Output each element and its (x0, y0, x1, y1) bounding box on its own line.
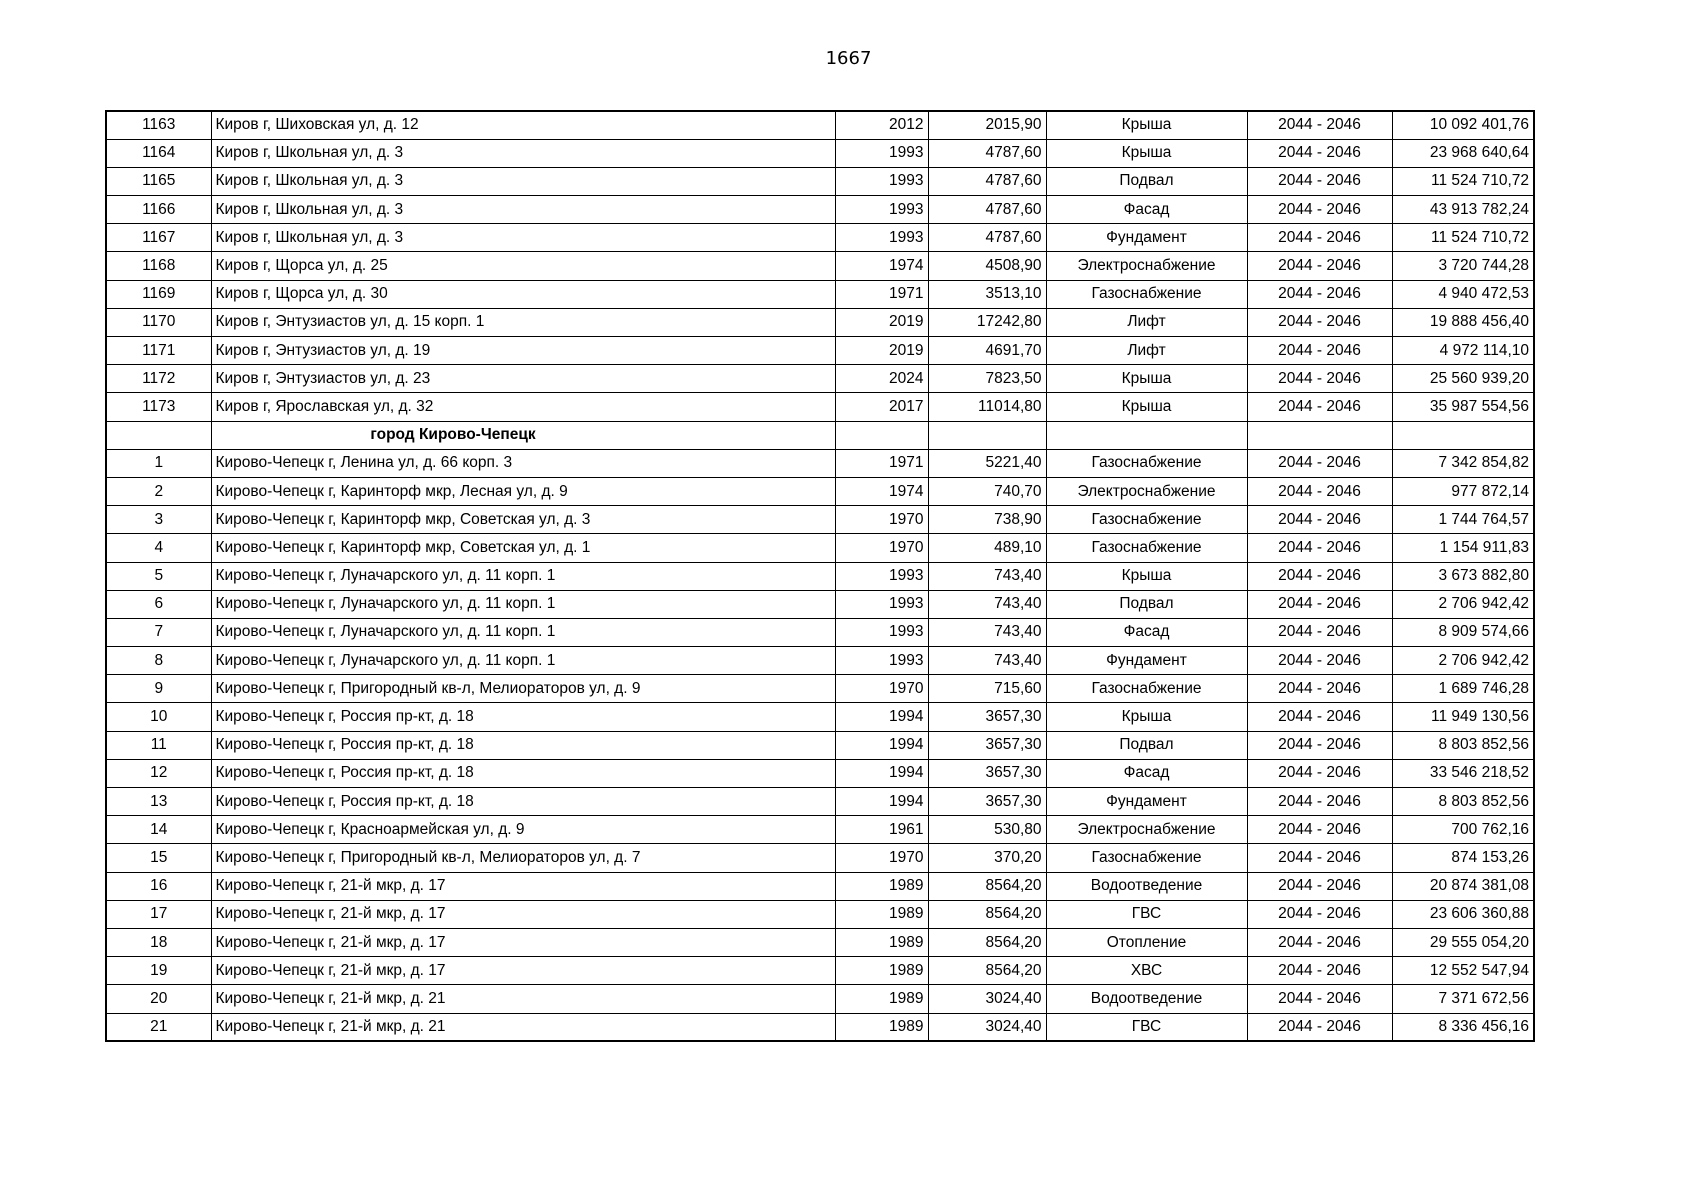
planned-period-cell: 2044 - 2046 (1247, 590, 1392, 618)
row-number-cell: 3 (106, 506, 211, 534)
work-type-cell: Крыша (1046, 562, 1247, 590)
table-row (106, 308, 1534, 336)
total-area-cell: 715,60 (928, 675, 1046, 703)
repair-schedule-table (105, 110, 1535, 1042)
build-year-cell: 2024 (835, 365, 928, 393)
planned-period-cell: 2044 - 2046 (1247, 900, 1392, 928)
estimated-cost-cell: 12 552 547,94 (1392, 957, 1534, 985)
address-cell: Кирово-Чепецк г, Луначарского ул, д. 11 корп. 1 (211, 647, 835, 675)
table-row (106, 618, 1534, 646)
work-type-cell: Подвал (1046, 731, 1247, 759)
total-area-cell (928, 421, 1046, 449)
work-type-cell: Отопление (1046, 928, 1247, 956)
row-number-cell: 1166 (106, 196, 211, 224)
work-type-cell: Газоснабжение (1046, 506, 1247, 534)
build-year-cell: 1993 (835, 618, 928, 646)
estimated-cost-cell: 11 524 710,72 (1392, 167, 1534, 195)
total-area-cell: 8564,20 (928, 900, 1046, 928)
estimated-cost-cell: 1 689 746,28 (1392, 675, 1534, 703)
row-number-cell: 1167 (106, 224, 211, 252)
row-number-cell: 1 (106, 449, 211, 477)
total-area-cell: 8564,20 (928, 957, 1046, 985)
planned-period-cell: 2044 - 2046 (1247, 252, 1392, 280)
estimated-cost-cell: 23 606 360,88 (1392, 900, 1534, 928)
work-type-cell: Фундамент (1046, 224, 1247, 252)
row-number-cell: 6 (106, 590, 211, 618)
work-type-cell (1046, 421, 1247, 449)
section-header-row (106, 421, 1534, 449)
estimated-cost-cell: 35 987 554,56 (1392, 393, 1534, 421)
work-type-cell: Подвал (1046, 167, 1247, 195)
address-cell: Киров г, Щорса ул, д. 30 (211, 280, 835, 308)
row-number-cell: 10 (106, 703, 211, 731)
planned-period-cell (1247, 421, 1392, 449)
table-row (106, 1013, 1534, 1041)
build-year-cell: 1993 (835, 647, 928, 675)
planned-period-cell: 2044 - 2046 (1247, 928, 1392, 956)
row-number-cell: 11 (106, 731, 211, 759)
planned-period-cell: 2044 - 2046 (1247, 562, 1392, 590)
work-type-cell: Подвал (1046, 590, 1247, 618)
estimated-cost-cell: 8 803 852,56 (1392, 731, 1534, 759)
row-number-cell: 1164 (106, 139, 211, 167)
work-type-cell: Лифт (1046, 308, 1247, 336)
planned-period-cell: 2044 - 2046 (1247, 675, 1392, 703)
page-number: 1667 (825, 48, 872, 69)
estimated-cost-cell: 8 909 574,66 (1392, 618, 1534, 646)
row-number-cell: 19 (106, 957, 211, 985)
planned-period-cell: 2044 - 2046 (1247, 280, 1392, 308)
address-cell: Киров г, Энтузиастов ул, д. 15 корп. 1 (211, 308, 835, 336)
work-type-cell: Газоснабжение (1046, 449, 1247, 477)
planned-period-cell: 2044 - 2046 (1247, 196, 1392, 224)
total-area-cell: 11014,80 (928, 393, 1046, 421)
total-area-cell: 4787,60 (928, 167, 1046, 195)
address-cell: Кирово-Чепецк г, Каринторф мкр, Советская ул, д. 1 (211, 534, 835, 562)
planned-period-cell: 2044 - 2046 (1247, 872, 1392, 900)
work-type-cell: ХВС (1046, 957, 1247, 985)
planned-period-cell: 2044 - 2046 (1247, 534, 1392, 562)
estimated-cost-cell: 3 720 744,28 (1392, 252, 1534, 280)
planned-period-cell: 2044 - 2046 (1247, 449, 1392, 477)
total-area-cell: 743,40 (928, 562, 1046, 590)
planned-period-cell: 2044 - 2046 (1247, 224, 1392, 252)
planned-period-cell: 2044 - 2046 (1247, 703, 1392, 731)
address-cell: Кирово-Чепецк г, Ленина ул, д. 66 корп. 3 (211, 449, 835, 477)
address-cell: Кирово-Чепецк г, Россия пр-кт, д. 18 (211, 788, 835, 816)
estimated-cost-cell: 700 762,16 (1392, 816, 1534, 844)
estimated-cost-cell: 1 154 911,83 (1392, 534, 1534, 562)
work-type-cell: Фасад (1046, 759, 1247, 787)
planned-period-cell: 2044 - 2046 (1247, 506, 1392, 534)
build-year-cell: 1993 (835, 139, 928, 167)
build-year-cell: 1961 (835, 816, 928, 844)
total-area-cell: 8564,20 (928, 872, 1046, 900)
work-type-cell: Крыша (1046, 365, 1247, 393)
row-number-cell: 15 (106, 844, 211, 872)
work-type-cell: Водоотведение (1046, 872, 1247, 900)
work-type-cell: Крыша (1046, 139, 1247, 167)
row-number-cell: 8 (106, 647, 211, 675)
planned-period-cell: 2044 - 2046 (1247, 731, 1392, 759)
row-number-cell: 1173 (106, 393, 211, 421)
total-area-cell: 5221,40 (928, 449, 1046, 477)
build-year-cell: 1993 (835, 167, 928, 195)
address-cell: Кирово-Чепецк г, 21-й мкр, д. 17 (211, 872, 835, 900)
work-type-cell: Водоотведение (1046, 985, 1247, 1013)
row-number-cell: 18 (106, 928, 211, 956)
table-row (106, 844, 1534, 872)
estimated-cost-cell: 4 972 114,10 (1392, 337, 1534, 365)
row-number-cell: 1165 (106, 167, 211, 195)
work-type-cell: Электроснабжение (1046, 816, 1247, 844)
row-number-cell: 1169 (106, 280, 211, 308)
total-area-cell: 3024,40 (928, 985, 1046, 1013)
build-year-cell: 1994 (835, 759, 928, 787)
build-year-cell: 1970 (835, 534, 928, 562)
total-area-cell: 8564,20 (928, 928, 1046, 956)
total-area-cell: 3657,30 (928, 731, 1046, 759)
address-cell: Киров г, Энтузиастов ул, д. 23 (211, 365, 835, 393)
total-area-cell: 7823,50 (928, 365, 1046, 393)
address-cell: Киров г, Школьная ул, д. 3 (211, 139, 835, 167)
planned-period-cell: 2044 - 2046 (1247, 1013, 1392, 1041)
row-number-cell: 12 (106, 759, 211, 787)
address-cell: Кирово-Чепецк г, 21-й мкр, д. 17 (211, 928, 835, 956)
table-row (106, 872, 1534, 900)
table-row (106, 900, 1534, 928)
row-number-cell: 1172 (106, 365, 211, 393)
work-type-cell: Фундамент (1046, 788, 1247, 816)
planned-period-cell: 2044 - 2046 (1247, 759, 1392, 787)
total-area-cell: 370,20 (928, 844, 1046, 872)
estimated-cost-cell: 23 968 640,64 (1392, 139, 1534, 167)
build-year-cell: 1994 (835, 788, 928, 816)
row-number-cell: 7 (106, 618, 211, 646)
address-cell: Кирово-Чепецк г, 21-й мкр, д. 17 (211, 957, 835, 985)
estimated-cost-cell: 977 872,14 (1392, 477, 1534, 505)
row-number-cell: 5 (106, 562, 211, 590)
address-cell: Киров г, Школьная ул, д. 3 (211, 167, 835, 195)
planned-period-cell: 2044 - 2046 (1247, 618, 1392, 646)
estimated-cost-cell: 3 673 882,80 (1392, 562, 1534, 590)
estimated-cost-cell: 1 744 764,57 (1392, 506, 1534, 534)
table-row (106, 449, 1534, 477)
work-type-cell: Лифт (1046, 337, 1247, 365)
address-cell: Кирово-Чепецк г, Луначарского ул, д. 11 корп. 1 (211, 618, 835, 646)
table-row (106, 590, 1534, 618)
build-year-cell: 1989 (835, 872, 928, 900)
planned-period-cell: 2044 - 2046 (1247, 365, 1392, 393)
work-type-cell: Крыша (1046, 393, 1247, 421)
work-type-cell: Газоснабжение (1046, 844, 1247, 872)
row-number-cell: 17 (106, 900, 211, 928)
address-cell: Киров г, Ярославская ул, д. 32 (211, 393, 835, 421)
row-number-cell: 13 (106, 788, 211, 816)
build-year-cell: 1993 (835, 562, 928, 590)
table-row (106, 562, 1534, 590)
build-year-cell: 1993 (835, 224, 928, 252)
estimated-cost-cell: 7 371 672,56 (1392, 985, 1534, 1013)
total-area-cell: 3657,30 (928, 703, 1046, 731)
address-cell: Кирово-Чепецк г, 21-й мкр, д. 17 (211, 900, 835, 928)
total-area-cell: 4691,70 (928, 337, 1046, 365)
address-cell: Кирово-Чепецк г, 21-й мкр, д. 21 (211, 985, 835, 1013)
work-type-cell: Крыша (1046, 111, 1247, 139)
address-cell: Кирово-Чепецк г, Каринторф мкр, Советская ул, д. 3 (211, 506, 835, 534)
work-type-cell: Газоснабжение (1046, 675, 1247, 703)
row-number-cell: 21 (106, 1013, 211, 1041)
total-area-cell: 4787,60 (928, 139, 1046, 167)
table-row (106, 393, 1534, 421)
planned-period-cell: 2044 - 2046 (1247, 477, 1392, 505)
estimated-cost-cell: 33 546 218,52 (1392, 759, 1534, 787)
total-area-cell: 2015,90 (928, 111, 1046, 139)
estimated-cost-cell: 7 342 854,82 (1392, 449, 1534, 477)
build-year-cell: 1989 (835, 928, 928, 956)
row-number-cell: 4 (106, 534, 211, 562)
section-title: город Кирово-Чепецк (211, 421, 835, 449)
build-year-cell: 1989 (835, 1013, 928, 1041)
estimated-cost-cell: 11 949 130,56 (1392, 703, 1534, 731)
row-number-cell: 14 (106, 816, 211, 844)
row-number-cell: 1170 (106, 308, 211, 336)
total-area-cell: 3657,30 (928, 788, 1046, 816)
planned-period-cell: 2044 - 2046 (1247, 957, 1392, 985)
row-number-cell: 16 (106, 872, 211, 900)
address-cell: Киров г, Школьная ул, д. 3 (211, 196, 835, 224)
total-area-cell: 740,70 (928, 477, 1046, 505)
build-year-cell: 2012 (835, 111, 928, 139)
build-year-cell: 1971 (835, 280, 928, 308)
address-cell: Кирово-Чепецк г, Россия пр-кт, д. 18 (211, 731, 835, 759)
total-area-cell: 743,40 (928, 647, 1046, 675)
total-area-cell: 4787,60 (928, 224, 1046, 252)
build-year-cell: 1993 (835, 196, 928, 224)
total-area-cell: 738,90 (928, 506, 1046, 534)
work-type-cell: ГВС (1046, 1013, 1247, 1041)
table-row (106, 985, 1534, 1013)
row-number-cell: 1163 (106, 111, 211, 139)
planned-period-cell: 2044 - 2046 (1247, 167, 1392, 195)
build-year-cell: 2019 (835, 308, 928, 336)
build-year-cell: 1993 (835, 590, 928, 618)
table-row (106, 647, 1534, 675)
total-area-cell: 4787,60 (928, 196, 1046, 224)
work-type-cell: Газоснабжение (1046, 280, 1247, 308)
planned-period-cell: 2044 - 2046 (1247, 816, 1392, 844)
address-cell: Киров г, Щорса ул, д. 25 (211, 252, 835, 280)
row-number-cell (106, 421, 211, 449)
build-year-cell (835, 421, 928, 449)
work-type-cell: Фундамент (1046, 647, 1247, 675)
table-row (106, 337, 1534, 365)
total-area-cell: 3513,10 (928, 280, 1046, 308)
estimated-cost-cell: 8 803 852,56 (1392, 788, 1534, 816)
address-cell: Кирово-Чепецк г, Россия пр-кт, д. 18 (211, 703, 835, 731)
total-area-cell: 17242,80 (928, 308, 1046, 336)
table-row (106, 928, 1534, 956)
planned-period-cell: 2044 - 2046 (1247, 788, 1392, 816)
build-year-cell: 1974 (835, 477, 928, 505)
estimated-cost-cell: 8 336 456,16 (1392, 1013, 1534, 1041)
total-area-cell: 3657,30 (928, 759, 1046, 787)
estimated-cost-cell: 19 888 456,40 (1392, 308, 1534, 336)
planned-period-cell: 2044 - 2046 (1247, 308, 1392, 336)
estimated-cost-cell: 43 913 782,24 (1392, 196, 1534, 224)
table-row (106, 534, 1534, 562)
row-number-cell: 1171 (106, 337, 211, 365)
table-row (106, 365, 1534, 393)
row-number-cell: 9 (106, 675, 211, 703)
estimated-cost-cell: 29 555 054,20 (1392, 928, 1534, 956)
planned-period-cell: 2044 - 2046 (1247, 337, 1392, 365)
work-type-cell: Электроснабжение (1046, 477, 1247, 505)
table-row (106, 139, 1534, 167)
estimated-cost-cell: 25 560 939,20 (1392, 365, 1534, 393)
total-area-cell: 530,80 (928, 816, 1046, 844)
table-row (106, 167, 1534, 195)
estimated-cost-cell (1392, 421, 1534, 449)
address-cell: Кирово-Чепецк г, Россия пр-кт, д. 18 (211, 759, 835, 787)
work-type-cell: Фасад (1046, 196, 1247, 224)
planned-period-cell: 2044 - 2046 (1247, 393, 1392, 421)
table-row (106, 196, 1534, 224)
address-cell: Киров г, Энтузиастов ул, д. 19 (211, 337, 835, 365)
estimated-cost-cell: 10 092 401,76 (1392, 111, 1534, 139)
total-area-cell: 4508,90 (928, 252, 1046, 280)
build-year-cell: 1989 (835, 900, 928, 928)
table-row (106, 816, 1534, 844)
address-cell: Кирово-Чепецк г, Пригородный кв-л, Мелиораторов ул, д. 9 (211, 675, 835, 703)
work-type-cell: Крыша (1046, 703, 1247, 731)
build-year-cell: 2017 (835, 393, 928, 421)
estimated-cost-cell: 2 706 942,42 (1392, 647, 1534, 675)
planned-period-cell: 2044 - 2046 (1247, 844, 1392, 872)
address-cell: Киров г, Школьная ул, д. 3 (211, 224, 835, 252)
build-year-cell: 1994 (835, 703, 928, 731)
build-year-cell: 2019 (835, 337, 928, 365)
work-type-cell: Газоснабжение (1046, 534, 1247, 562)
work-type-cell: Электроснабжение (1046, 252, 1247, 280)
estimated-cost-cell: 4 940 472,53 (1392, 280, 1534, 308)
row-number-cell: 2 (106, 477, 211, 505)
table-row (106, 477, 1534, 505)
address-cell: Кирово-Чепецк г, Пригородный кв-л, Мелиораторов ул, д. 7 (211, 844, 835, 872)
table-row (106, 731, 1534, 759)
table-row (106, 506, 1534, 534)
address-cell: Кирово-Чепецк г, Красноармейская ул, д. 9 (211, 816, 835, 844)
row-number-cell: 1168 (106, 252, 211, 280)
build-year-cell: 1989 (835, 985, 928, 1013)
table-row (106, 252, 1534, 280)
estimated-cost-cell: 11 524 710,72 (1392, 224, 1534, 252)
total-area-cell: 3024,40 (928, 1013, 1046, 1041)
build-year-cell: 1970 (835, 506, 928, 534)
planned-period-cell: 2044 - 2046 (1247, 647, 1392, 675)
address-cell: Кирово-Чепецк г, Луначарского ул, д. 11 корп. 1 (211, 590, 835, 618)
estimated-cost-cell: 20 874 381,08 (1392, 872, 1534, 900)
build-year-cell: 1989 (835, 957, 928, 985)
table-row (106, 957, 1534, 985)
build-year-cell: 1971 (835, 449, 928, 477)
table-row (106, 759, 1534, 787)
row-number-cell: 20 (106, 985, 211, 1013)
table-row (106, 280, 1534, 308)
table-row (106, 224, 1534, 252)
address-cell: Кирово-Чепецк г, 21-й мкр, д. 21 (211, 1013, 835, 1041)
table-row (106, 111, 1534, 139)
build-year-cell: 1974 (835, 252, 928, 280)
total-area-cell: 743,40 (928, 590, 1046, 618)
work-type-cell: ГВС (1046, 900, 1247, 928)
estimated-cost-cell: 2 706 942,42 (1392, 590, 1534, 618)
planned-period-cell: 2044 - 2046 (1247, 139, 1392, 167)
work-type-cell: Фасад (1046, 618, 1247, 646)
table-row (106, 675, 1534, 703)
planned-period-cell: 2044 - 2046 (1247, 985, 1392, 1013)
table-row (106, 703, 1534, 731)
build-year-cell: 1994 (835, 731, 928, 759)
address-cell: Кирово-Чепецк г, Каринторф мкр, Лесная ул, д. 9 (211, 477, 835, 505)
build-year-cell: 1970 (835, 675, 928, 703)
table-row (106, 788, 1534, 816)
total-area-cell: 489,10 (928, 534, 1046, 562)
build-year-cell: 1970 (835, 844, 928, 872)
estimated-cost-cell: 874 153,26 (1392, 844, 1534, 872)
address-cell: Киров г, Шиховская ул, д. 12 (211, 111, 835, 139)
total-area-cell: 743,40 (928, 618, 1046, 646)
address-cell: Кирово-Чепецк г, Луначарского ул, д. 11 корп. 1 (211, 562, 835, 590)
planned-period-cell: 2044 - 2046 (1247, 111, 1392, 139)
